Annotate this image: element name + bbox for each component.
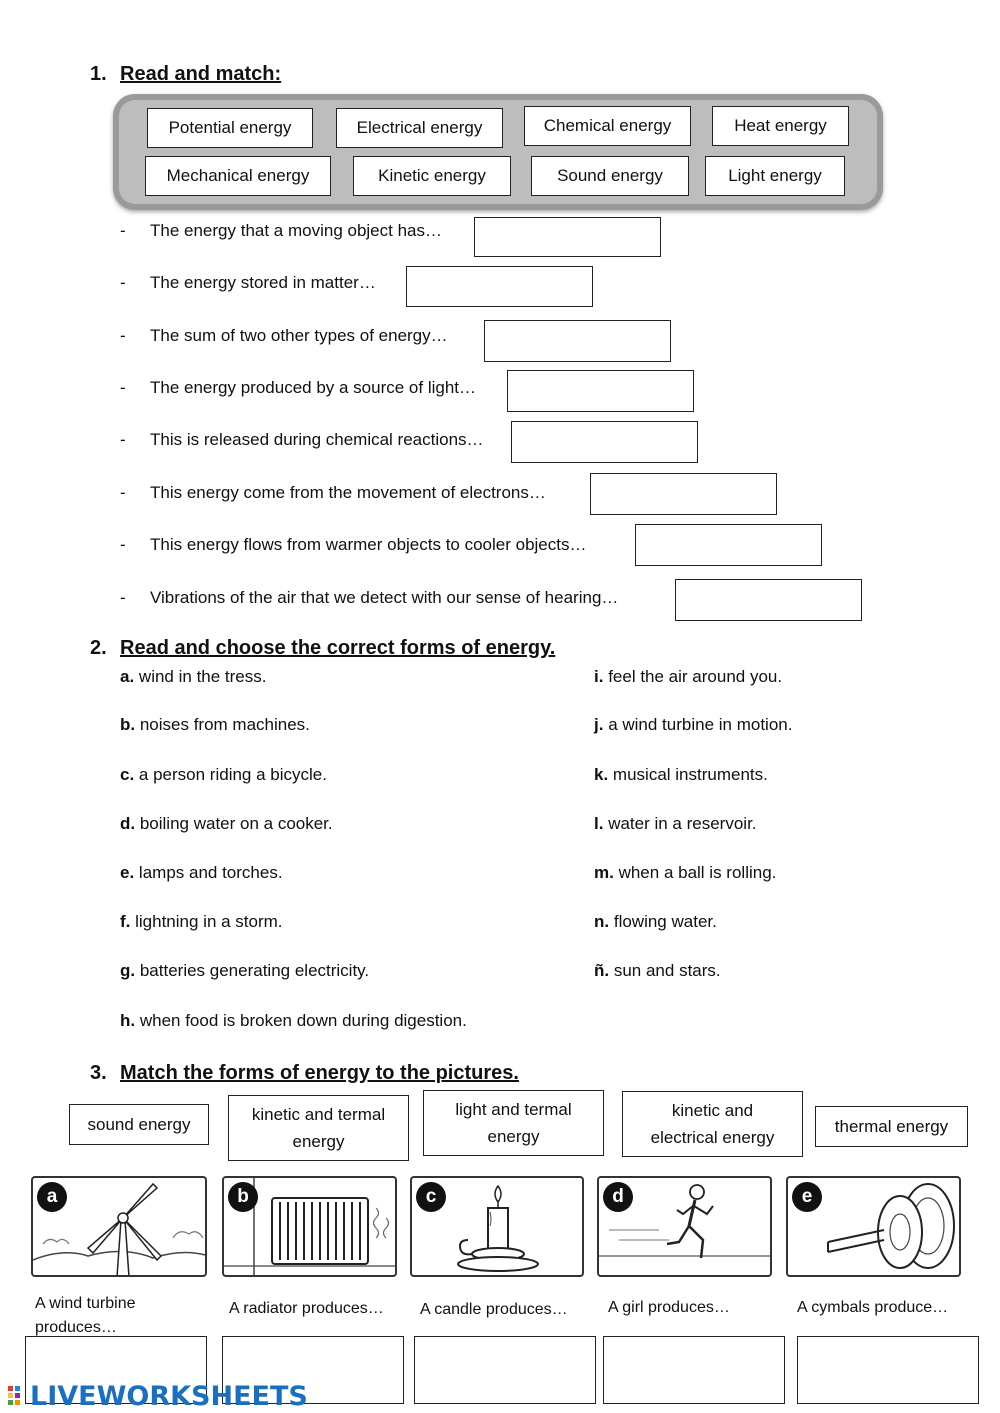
list-item[interactable]: ñ. sun and stars. [594,961,721,980]
answer-box-7[interactable] [635,524,822,566]
answer-box-2[interactable] [406,266,593,307]
picture-answer-box-d[interactable] [603,1336,785,1404]
definition-text: Vibrations of the air that we detect with our sense of hearing… [150,588,619,607]
list-item[interactable]: b. noises from machines. [120,715,310,734]
picture-caption: A wind turbine produces… [35,1295,136,1336]
list-item[interactable]: j. a wind turbine in motion. [594,715,793,734]
picture-c [410,1176,584,1277]
picture-letter-badge: e [792,1182,822,1212]
term-light-energy[interactable]: Light energy [705,156,845,196]
definition-row: - The energy stored in matter… [120,273,376,292]
picture-answer-box-c[interactable] [414,1336,596,1404]
definition-row: - The energy that a moving object has… [120,221,442,240]
section2-number: 2. [90,637,107,659]
term-kinetic-energy[interactable]: Kinetic energy [353,156,511,196]
picture-d [597,1176,772,1277]
section2-title: Read and choose the correct forms of energy. [120,637,556,659]
picture-letter-badge: d [603,1182,633,1212]
section1-heading [90,63,281,86]
answer-box-3[interactable] [484,320,671,362]
definition-text: The energy that a moving object has… [150,221,442,240]
list-item[interactable]: h. when food is broken down during digestion. [120,1011,467,1030]
term-electrical-energy[interactable]: Electrical energy [336,108,503,148]
term-potential-energy[interactable]: Potential energy [147,108,313,148]
term-heat-energy[interactable]: Heat energy [712,106,849,146]
energy-label-2[interactable]: kinetic and termal energy [228,1095,409,1161]
answer-box-1[interactable] [474,217,661,257]
picture-e [786,1176,961,1277]
section3-title: Match the forms of energy to the pictures. [120,1062,519,1084]
list-item[interactable]: c. a person riding a bicycle. [120,765,327,784]
definition-text: This energy flows from warmer objects to cooler objects… [150,535,587,554]
list-item[interactable]: k. musical instruments. [594,765,768,784]
list-item[interactable]: f. lightning in a storm. [120,912,283,931]
picture-letter-badge: b [228,1182,258,1212]
term-mechanical-energy[interactable]: Mechanical energy [145,156,331,196]
energy-label-1[interactable]: sound energy [69,1104,209,1145]
definition-text: This is released during chemical reactions… [150,430,484,449]
definition-text: The energy produced by a source of light… [150,378,477,397]
list-item[interactable]: l. water in a reservoir. [594,814,757,833]
definition-row: - Vibrations of the air that we detect with our sense of hearing… [120,588,619,607]
word-bank [113,94,883,210]
definition-row: - This is released during chemical reactions… [120,430,484,449]
picture-letter-badge: c [416,1182,446,1212]
picture-caption: A girl produces… [608,1299,730,1316]
picture-answer-box-e[interactable] [797,1336,979,1404]
term-chemical-energy[interactable]: Chemical energy [524,106,691,146]
answer-box-6[interactable] [590,473,777,515]
picture-letter-badge: a [37,1182,67,1212]
list-item[interactable]: g. batteries generating electricity. [120,961,370,980]
energy-label-4[interactable]: kinetic and electrical energy [622,1091,803,1157]
liveworksheets-logo-icon [8,1384,28,1408]
energy-label-5[interactable]: thermal energy [815,1106,968,1147]
energy-label-3[interactable]: light and termal energy [423,1090,604,1156]
picture-caption: A cymbals produce… [797,1299,949,1316]
section1-number: 1. [90,63,107,85]
list-item[interactable]: d. boiling water on a cooker. [120,814,333,833]
answer-box-4[interactable] [507,370,694,412]
definition-row: - This energy flows from warmer objects to cooler objects… [120,535,587,554]
picture-caption: A radiator produces… [229,1300,384,1317]
list-item[interactable]: n. flowing water. [594,912,717,931]
picture-b [222,1176,397,1277]
section2-heading [90,637,555,660]
definition-text: The energy stored in matter… [150,273,376,292]
section3-number: 3. [90,1062,107,1084]
picture-caption: A candle produces… [420,1301,568,1318]
section3-heading [90,1062,519,1085]
definition-text: This energy come from the movement of electrons… [150,483,546,502]
list-item[interactable]: a. wind in the tress. [120,667,267,686]
section1-title: Read and match: [120,63,282,85]
liveworksheets-logo[interactable]: LIVEWORKSHEETS [30,1381,308,1412]
answer-box-5[interactable] [511,421,698,463]
term-sound-energy[interactable]: Sound energy [531,156,689,196]
list-item[interactable]: e. lamps and torches. [120,863,283,882]
definition-text: The sum of two other types of energy… [150,326,448,345]
definition-row: - The energy produced by a source of light… [120,378,477,397]
answer-box-8[interactable] [675,579,862,621]
definition-row: - The sum of two other types of energy… [120,326,448,345]
definition-row: - This energy come from the movement of electrons… [120,483,546,502]
list-item[interactable]: i. feel the air around you. [594,667,783,686]
picture-a [31,1176,207,1277]
list-item[interactable]: m. when a ball is rolling. [594,863,777,882]
